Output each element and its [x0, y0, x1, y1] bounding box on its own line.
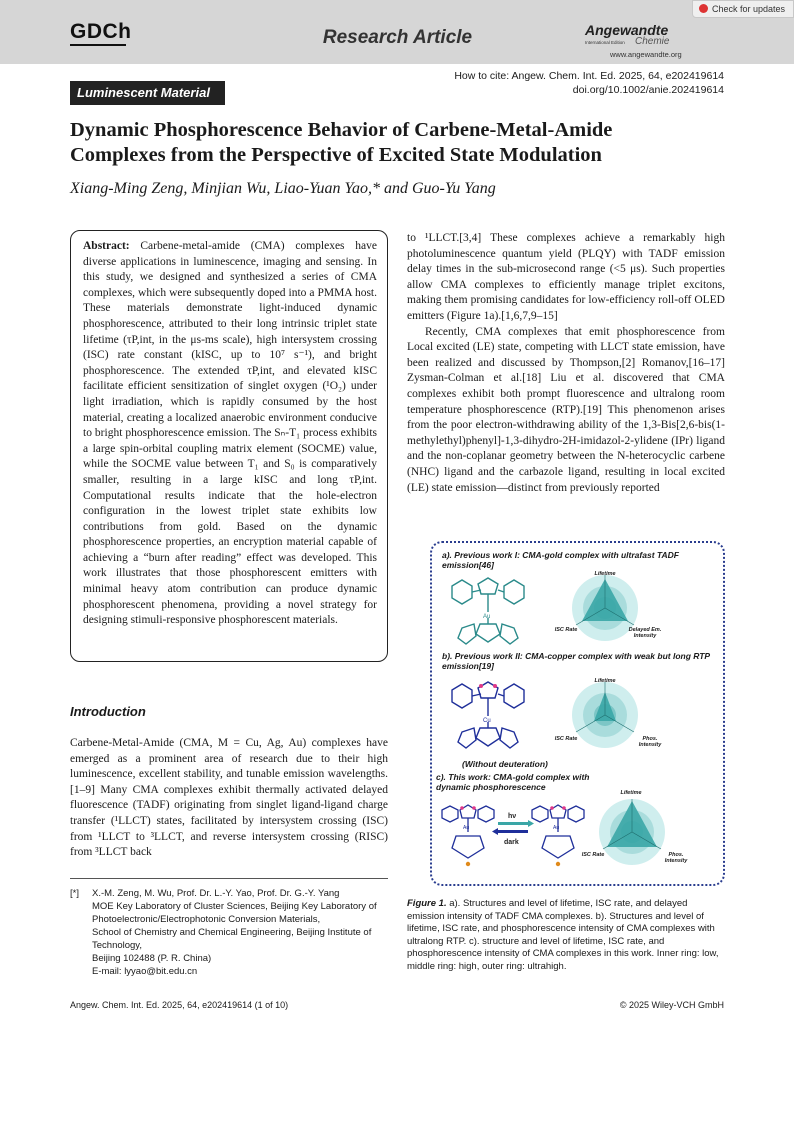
footnote-line: School of Chemistry and Chemical Engineering, Beijing Institute of Technology,	[92, 927, 372, 951]
section-label: Research Article	[322, 27, 473, 48]
journal-logo: Angewandte	[585, 22, 669, 38]
update-icon	[699, 4, 708, 13]
how-to-cite: How to cite: Angew. Chem. Int. Ed. 2025, 64, e202419614	[454, 70, 724, 82]
author-list: Xiang-Ming Zeng, Minjian Wu, Liao-Yuan Yao,* and Guo-Yu Yang	[70, 180, 496, 197]
metal-label-au: Au	[483, 614, 491, 620]
abstract-label: Abstract:	[83, 240, 130, 252]
figure-1-caption	[407, 898, 725, 974]
radar-chart-c	[597, 797, 667, 867]
figure-panel-c-title: c). This work: CMA-gold complex with dynamic phosphorescence	[436, 772, 590, 792]
figure-without-deuteration: (Without deuteration)	[462, 759, 548, 769]
journal-chemie: Chemie	[635, 36, 670, 47]
molecule-c-drawing	[438, 800, 598, 872]
article-title: Dynamic Phosphorescence Behavior of Carbene-Metal-Amide Complexes from the Perspective of Excited State Modulation	[70, 119, 613, 166]
check-updates-button[interactable]	[692, 0, 794, 18]
hv-arrow	[498, 822, 528, 825]
right-column	[407, 231, 725, 496]
metal-label-au: Au	[553, 825, 560, 831]
molecule-b-drawing	[440, 676, 535, 754]
gdch-logo-underline	[70, 44, 126, 46]
affiliation-footnote	[70, 887, 388, 978]
dark-label: dark	[504, 839, 519, 846]
metal-label-au: Au	[463, 825, 470, 831]
journal-url[interactable]: www.angewandte.org	[610, 50, 682, 59]
figure-panel-b-title: b). Previous work II: CMA-copper complex with weak but long RTP emission[19]	[442, 651, 710, 671]
page-footer-copyright: © 2025 Wiley-VCH GmbH	[619, 1000, 724, 1010]
check-updates-label: Check for updates	[712, 4, 786, 14]
abstract-box	[70, 230, 388, 662]
footnote-marker: [*]	[70, 888, 79, 899]
radar-chart-b	[570, 680, 640, 750]
hv-arrowhead	[528, 820, 534, 827]
dark-arrow	[498, 830, 528, 833]
footnote-rule	[70, 878, 388, 879]
figure-panel-a-title: a). Previous work I: CMA-gold complex with ultrafast TADF emission[46]	[442, 550, 679, 570]
footnote-line: X.-M. Zeng, M. Wu, Prof. Dr. L.-Y. Yao, Prof. Dr. G.-Y. Yang	[92, 888, 340, 899]
hv-label: hν	[508, 813, 517, 820]
radar-a-delayed-em: Delayed Em. Intensity	[628, 627, 662, 639]
abstract-text: Carbene-metal-amide (CMA) complexes have diverse applications in luminescence, imaging and sensing. In this study, we designed and synthesized a series of CMA complexes, which were subsequently doped into a PMMA host. These materials demonstrate light-induced dynamic phosphorescence, attributed to their long intrinsic triplet state lifetime (τP,int, in the μs-ms scale), high intersystem crossing (ISC) rate constant (kISC, up to 10⁷ s⁻¹), and bright phosphorescence. The extended τP,int, and elevated kISC facilitate efficient sensitization of singlet oxygen (¹O₂) under light irradiation, which is rapidly consumed by the host material, creating a localized anaerobic environment conducive to bright phosphorescence emission. The Sₙ-T₁ process exhibits a large spin-orbital coupling matrix element (SOCME) value, while the SOCME value between T₁ and S₀ is comparatively smaller, resulting in a large kISC and long τP,int. Computational results indicate that the hole-electron configuration in the lowest triplet state exhibits low contributions from gold. Based on the dynamic phosphorescence properties, an encryption material capable of achieving a “burn after reading” effect was developed. This work illustrates that those phosphorescent emitters with minimal heavy atom contribution can produce dynamic phosphorescent phenomena, providing a novel strategy for designing stimuli-responsive phosphorescent materials.	[83, 240, 377, 627]
radar-c-phos-intensity: Phos. Intensity	[664, 852, 688, 864]
radar-c-isc-rate: ISC Rate	[581, 852, 605, 858]
radar-a-lifetime: Lifetime	[594, 571, 616, 577]
footnote-line: MOE Key Laboratory of Cluster Sciences, Beijing Key Laboratory of Photoelectronic/Electrophotonic Conversion Materials,	[92, 901, 377, 925]
introduction-heading: Introduction	[70, 704, 146, 719]
paragraph: to ¹LLCT.[3,4] These complexes achieve a remarkably high photoluminescence quantum yield (PLQY) with TADF emission delay times in the sub-microsecond range (<5 μs). Such properties allow CMA complexes to efficiently manage triplet excitons, making them promising candidates for low-efficiency roll-off OLED emitters (Figure 1a).[1,6,7,9–15]	[407, 232, 725, 322]
subject-tag: Luminescent Material	[70, 81, 225, 105]
dark-arrowhead	[492, 828, 498, 835]
radar-c-lifetime: Lifetime	[620, 790, 642, 796]
doi-link[interactable]: doi.org/10.1002/anie.202419614	[572, 84, 724, 96]
molecule-a-drawing	[440, 572, 535, 650]
page-footer-citation: Angew. Chem. Int. Ed. 2025, 64, e202419614 (1 of 10)	[70, 1000, 289, 1010]
radar-b-lifetime: Lifetime	[594, 678, 616, 684]
footnote-line[interactable]: E-mail: lyyao@bit.edu.cn	[92, 966, 198, 977]
introduction-text: Carbene-Metal-Amide (CMA, M = Cu, Ag, Au) complexes have emerged as a prominent area of research due to their high luminescence, excellent stability, and tunable emission wavelengths.[1–9] Many CMA complexes exhibit thermally activated delayed fluorescence (TADF) originating from singlet ligand-ligand charge transfer (¹LLCT) states, facilitated by intersystem crossing (ISC) from ¹LLCT to ³LLCT, and reverse intersystem crossing (RISC) from ³LLCT back	[70, 737, 388, 859]
journal-edition: International Edition	[585, 40, 625, 45]
radar-b-phos-intensity: Phos. Intensity	[638, 736, 662, 748]
paragraph: Recently, CMA complexes that emit phosphorescence from Local excited (LE) state, competing with LLCT state emission, have been realized and discussed by Thompson,[2] Romanov,[16–17] Zysman-Colman et al.[18] Liu et al. discovered that CMA complexes exhibit both prompt fluorescence and ultralong room temperature phosphorescence (RTP).[19] This phenomenon arises from the poor electron-withdrawing ability of the 1,3-Bis[2,6-bis(1-methylethyl)phenyl]-1,3-dihydro-2H-imidazol-2-ylidene (IPr) ligand and the non-coplanar geometry between the N-heterocyclic carbene (NHC) ligand and the carbazole ligand, resulting in local excited (LE) state emission—distinct from previously reported	[407, 325, 725, 494]
gdch-logo: GDCh	[70, 20, 132, 43]
footnote-line: Beijing 102488 (P. R. China)	[92, 953, 212, 964]
metal-label-cu: Cu	[483, 718, 491, 724]
radar-a-isc-rate: ISC Rate	[554, 627, 578, 633]
caption-text: a). Structures and level of lifetime, ISC rate, and delayed emission intensity of TADF CMA complexes. b). Structures and level of lifetime, ISC rate, and phosphorescence intensity of CMA complexes with ultralong RTP. c). structure and level of lifetime, ISC rate, and phosphorescence intensity of CMA complexes in this work. Inner ring: low, middle ring: high, outer ring: ultrahigh.	[407, 898, 719, 972]
radar-b-isc-rate: ISC Rate	[554, 736, 578, 742]
caption-label: Figure 1.	[407, 898, 447, 909]
